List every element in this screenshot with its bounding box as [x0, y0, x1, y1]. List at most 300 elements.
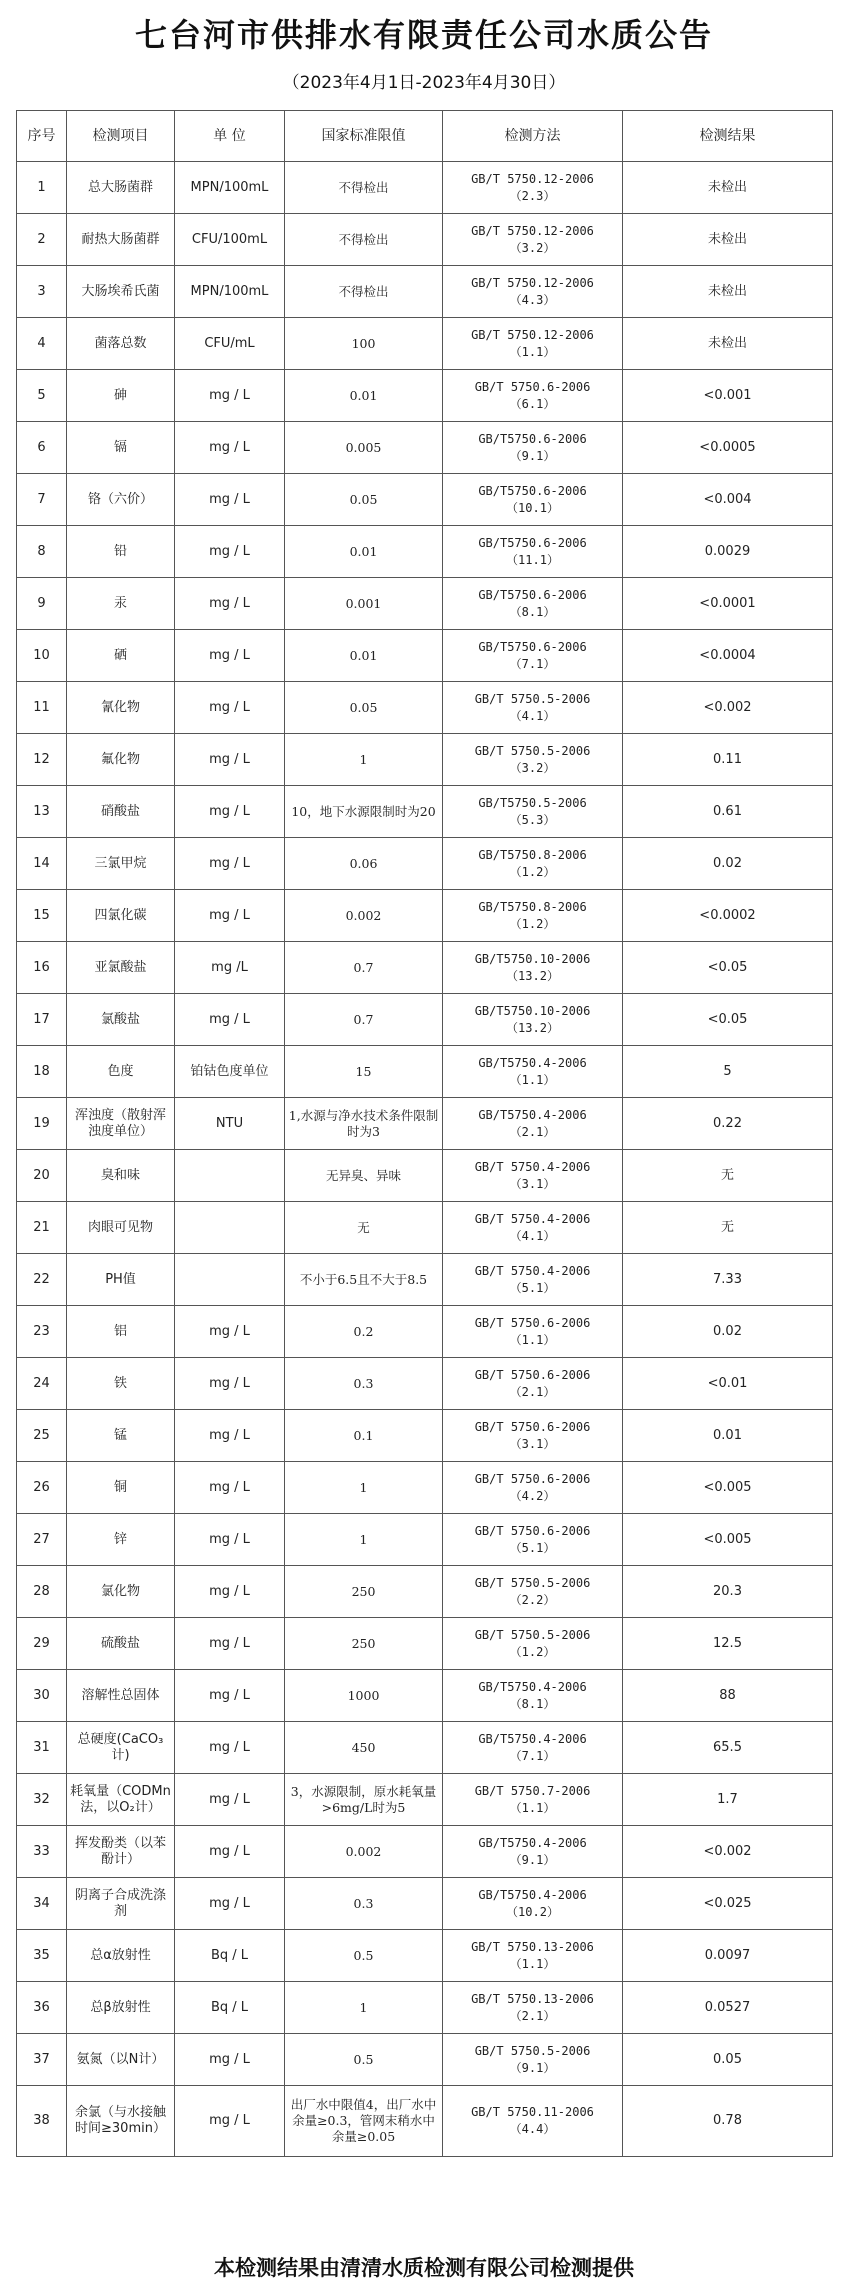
row-limit: 无异臭、异味 [285, 1150, 443, 1202]
table-row [17, 1618, 833, 1670]
water-quality-table [16, 110, 833, 2157]
row-method [443, 1930, 623, 1982]
row-item: PH值 [67, 1254, 175, 1306]
method-clause: （8.1） [509, 604, 556, 619]
method-clause: （5.1） [509, 1280, 556, 1295]
row-unit: mg / L [175, 474, 285, 526]
method-standard: GB/T5750.6-2006 [478, 587, 587, 602]
method-clause: （9.1） [509, 2060, 556, 2075]
row-limit: 0.002 [285, 890, 443, 942]
row-unit: mg / L [175, 1306, 285, 1358]
row-item: 铝 [67, 1306, 175, 1358]
method-standard: GB/T5750.4-2006 [478, 1107, 587, 1122]
row-unit: NTU [175, 1098, 285, 1150]
method-clause: （7.1） [509, 1748, 556, 1763]
method-clause: （4.1） [509, 708, 556, 723]
table-row [17, 162, 833, 214]
row-method [443, 526, 623, 578]
row-item: 四氯化碳 [67, 890, 175, 942]
row-unit: mg / L [175, 682, 285, 734]
table-row [17, 2034, 833, 2086]
table-row [17, 682, 833, 734]
row-method [443, 214, 623, 266]
row-method [443, 1150, 623, 1202]
table-row [17, 1878, 833, 1930]
method-standard: GB/T5750.4-2006 [478, 1679, 587, 1694]
row-result: <0.005 [623, 1514, 833, 1566]
row-result: 0.01 [623, 1410, 833, 1462]
row-unit: mg / L [175, 422, 285, 474]
row-limit: 0.3 [285, 1358, 443, 1410]
row-item: 氰化物 [67, 682, 175, 734]
row-item: 镉 [67, 422, 175, 474]
row-unit: MPN/100mL [175, 162, 285, 214]
row-no: 31 [17, 1722, 67, 1774]
method-standard: GB/T5750.8-2006 [478, 899, 587, 914]
row-result: 0.22 [623, 1098, 833, 1150]
row-item: 锰 [67, 1410, 175, 1462]
method-clause: （8.1） [509, 1696, 556, 1711]
row-result: 0.02 [623, 838, 833, 890]
row-no: 29 [17, 1618, 67, 1670]
table-row [17, 786, 833, 838]
row-limit: 不得检出 [285, 214, 443, 266]
row-result: 12.5 [623, 1618, 833, 1670]
method-clause: （1.2） [509, 1644, 556, 1659]
row-limit: 0.7 [285, 942, 443, 994]
method-clause: （4.3） [509, 292, 556, 307]
row-limit: 1 [285, 1514, 443, 1566]
method-standard: GB/T 5750.4-2006 [474, 1159, 591, 1174]
row-limit: 不得检出 [285, 162, 443, 214]
row-result: 未检出 [623, 266, 833, 318]
row-unit: Bq / L [175, 1982, 285, 2034]
row-no: 25 [17, 1410, 67, 1462]
method-standard: GB/T 5750.13-2006 [471, 1939, 594, 1954]
row-limit: 3，水源限制，原水耗氧量>6mg/L时为5 [285, 1774, 443, 1826]
row-method [443, 1202, 623, 1254]
row-result: <0.0002 [623, 890, 833, 942]
method-clause: （4.2） [509, 1488, 556, 1503]
row-unit: mg / L [175, 526, 285, 578]
method-standard: GB/T 5750.6-2006 [474, 1471, 591, 1486]
row-method [443, 266, 623, 318]
row-result: 88 [623, 1670, 833, 1722]
row-method [443, 1514, 623, 1566]
method-clause: （2.2） [509, 1592, 556, 1607]
row-item: 三氯甲烷 [67, 838, 175, 890]
row-item: 色度 [67, 1046, 175, 1098]
method-standard: GB/T5750.10-2006 [474, 1003, 591, 1018]
row-no: 26 [17, 1462, 67, 1514]
row-item: 菌落总数 [67, 318, 175, 370]
row-no: 21 [17, 1202, 67, 1254]
row-no: 13 [17, 786, 67, 838]
method-standard: GB/T 5750.5-2006 [474, 2043, 591, 2058]
method-standard: GB/T 5750.11-2006 [471, 2105, 594, 2119]
row-limit: 1 [285, 1462, 443, 1514]
table-row [17, 1098, 833, 1150]
table-row [17, 994, 833, 1046]
method-standard: GB/T 5750.6-2006 [474, 1419, 591, 1434]
row-no: 24 [17, 1358, 67, 1410]
method-clause: （10.2） [506, 1904, 559, 1919]
method-clause: （1.1） [509, 1332, 556, 1347]
method-clause: （3.1） [509, 1176, 556, 1191]
row-no: 7 [17, 474, 67, 526]
row-result: <0.05 [623, 994, 833, 1046]
row-unit: mg / L [175, 1670, 285, 1722]
table-row [17, 2086, 833, 2157]
row-unit [175, 1150, 285, 1202]
row-item: 耐热大肠菌群 [67, 214, 175, 266]
method-clause: （2.1） [509, 2008, 556, 2023]
row-result: 1.7 [623, 1774, 833, 1826]
row-item: 耗氧量（CODMn法，以O₂计） [67, 1774, 175, 1826]
method-standard: GB/T5750.4-2006 [478, 1887, 587, 1902]
row-no: 22 [17, 1254, 67, 1306]
row-item: 总大肠菌群 [67, 162, 175, 214]
row-unit: mg / L [175, 1514, 285, 1566]
row-limit: 0.01 [285, 526, 443, 578]
row-result: 65.5 [623, 1722, 833, 1774]
method-standard: GB/T 5750.6-2006 [474, 1367, 591, 1382]
row-no: 35 [17, 1930, 67, 1982]
row-result: <0.002 [623, 682, 833, 734]
row-unit: mg / L [175, 1358, 285, 1410]
row-limit: 1 [285, 1982, 443, 2034]
row-unit: mg / L [175, 838, 285, 890]
row-no: 30 [17, 1670, 67, 1722]
row-result: <0.004 [623, 474, 833, 526]
row-limit: 250 [285, 1566, 443, 1618]
method-clause: （2.3） [509, 188, 556, 203]
row-method [443, 1098, 623, 1150]
method-clause: （9.1） [509, 1852, 556, 1867]
table-row [17, 1722, 833, 1774]
row-method [443, 578, 623, 630]
row-result: 0.05 [623, 2034, 833, 2086]
row-result: <0.025 [623, 1878, 833, 1930]
table-row [17, 1358, 833, 1410]
row-item: 铅 [67, 526, 175, 578]
row-unit: mg / L [175, 370, 285, 422]
row-method [443, 942, 623, 994]
table-row [17, 526, 833, 578]
row-result: 0.78 [623, 2086, 833, 2157]
row-no: 6 [17, 422, 67, 474]
row-no: 14 [17, 838, 67, 890]
table-row [17, 1930, 833, 1982]
method-clause: （9.1） [509, 448, 556, 463]
method-standard: GB/T 5750.4-2006 [474, 1211, 591, 1226]
method-clause: （3.2） [509, 760, 556, 775]
row-no: 15 [17, 890, 67, 942]
row-no: 33 [17, 1826, 67, 1878]
row-no: 38 [17, 2086, 67, 2157]
row-method [443, 162, 623, 214]
row-no: 27 [17, 1514, 67, 1566]
row-no: 8 [17, 526, 67, 578]
row-item: 氯酸盐 [67, 994, 175, 1046]
row-result: 未检出 [623, 318, 833, 370]
row-limit: 450 [285, 1722, 443, 1774]
row-method [443, 318, 623, 370]
row-result: 7.33 [623, 1254, 833, 1306]
row-no: 9 [17, 578, 67, 630]
row-result: 无 [623, 1202, 833, 1254]
row-unit: mg / L [175, 1566, 285, 1618]
row-method [443, 422, 623, 474]
table-body [17, 162, 833, 2157]
row-method [443, 474, 623, 526]
row-result: 0.11 [623, 734, 833, 786]
row-method [443, 1566, 623, 1618]
row-method [443, 1722, 623, 1774]
row-limit: 不得检出 [285, 266, 443, 318]
method-clause: （3.2） [509, 240, 556, 255]
row-unit: mg / L [175, 2086, 285, 2157]
row-result: 0.0029 [623, 526, 833, 578]
header-result: 检测结果 [623, 111, 833, 162]
row-no: 20 [17, 1150, 67, 1202]
row-method [443, 1410, 623, 1462]
row-unit: mg / L [175, 630, 285, 682]
table-row [17, 1150, 833, 1202]
method-standard: GB/T5750.8-2006 [478, 847, 587, 862]
row-limit: 15 [285, 1046, 443, 1098]
row-item: 大肠埃希氏菌 [67, 266, 175, 318]
table-row [17, 1462, 833, 1514]
row-result: 20.3 [623, 1566, 833, 1618]
row-unit: mg / L [175, 1774, 285, 1826]
row-no: 5 [17, 370, 67, 422]
row-limit: 不小于6.5且不大于8.5 [285, 1254, 443, 1306]
method-clause: （5.1） [509, 1540, 556, 1555]
header-method: 检测方法 [443, 111, 623, 162]
row-unit: mg / L [175, 890, 285, 942]
table-row [17, 1202, 833, 1254]
page-title: 七台河市供排水有限责任公司水质公告 [134, 16, 713, 54]
row-limit: 0.01 [285, 630, 443, 682]
row-unit: mg / L [175, 578, 285, 630]
header-no: 序号 [17, 111, 67, 162]
row-unit [175, 1254, 285, 1306]
method-clause: （2.1） [509, 1384, 556, 1399]
row-method [443, 1878, 623, 1930]
method-standard: GB/T 5750.5-2006 [474, 743, 591, 758]
table-row [17, 890, 833, 942]
method-standard: GB/T 5750.5-2006 [474, 1627, 591, 1642]
method-clause: （1.1） [509, 1800, 556, 1815]
row-method [443, 1306, 623, 1358]
row-no: 16 [17, 942, 67, 994]
table-row [17, 1826, 833, 1878]
row-unit: CFU/mL [175, 318, 285, 370]
table-row [17, 734, 833, 786]
row-unit: Bq / L [175, 1930, 285, 1982]
row-limit: 0.7 [285, 994, 443, 1046]
row-limit: 无 [285, 1202, 443, 1254]
row-item: 铬（六价） [67, 474, 175, 526]
row-item: 硝酸盐 [67, 786, 175, 838]
row-unit: MPN/100mL [175, 266, 285, 318]
row-result: <0.001 [623, 370, 833, 422]
row-item: 臭和味 [67, 1150, 175, 1202]
row-unit: mg / L [175, 1826, 285, 1878]
row-limit: 1 [285, 734, 443, 786]
row-limit: 0.01 [285, 370, 443, 422]
row-result: <0.05 [623, 942, 833, 994]
row-limit: 0.3 [285, 1878, 443, 1930]
header-item: 检测项目 [67, 111, 175, 162]
row-result: 未检出 [623, 162, 833, 214]
method-clause: （1.1） [509, 1956, 556, 1971]
method-clause: （4.4） [509, 2122, 556, 2136]
row-result: 0.0097 [623, 1930, 833, 1982]
row-no: 1 [17, 162, 67, 214]
method-clause: （3.1） [509, 1436, 556, 1451]
table-row [17, 422, 833, 474]
method-standard: GB/T 5750.6-2006 [474, 1315, 591, 1330]
header-limit: 国家标准限值 [285, 111, 443, 162]
table-row [17, 942, 833, 994]
method-clause: （10.1） [506, 500, 559, 515]
method-standard: GB/T 5750.12-2006 [471, 223, 594, 238]
row-limit: 0.5 [285, 1930, 443, 1982]
row-no: 17 [17, 994, 67, 1046]
table-row [17, 370, 833, 422]
report-period: （2023年4月1日-2023年4月30日） [282, 73, 566, 93]
row-result: <0.005 [623, 1462, 833, 1514]
row-unit: mg / L [175, 786, 285, 838]
method-clause: （13.2） [506, 1020, 559, 1035]
row-limit: 0.2 [285, 1306, 443, 1358]
row-item: 砷 [67, 370, 175, 422]
method-standard: GB/T 5750.5-2006 [474, 1575, 591, 1590]
row-result: 0.0527 [623, 1982, 833, 2034]
table-row [17, 1514, 833, 1566]
row-unit: mg / L [175, 994, 285, 1046]
row-method [443, 734, 623, 786]
row-no: 37 [17, 2034, 67, 2086]
footer-note: 本检测结果由清清水质检测有限公司检测提供 [214, 2256, 634, 2280]
row-result: <0.0001 [623, 578, 833, 630]
row-result: 无 [623, 1150, 833, 1202]
row-unit [175, 1202, 285, 1254]
row-no: 34 [17, 1878, 67, 1930]
table-row [17, 1670, 833, 1722]
row-method [443, 2034, 623, 2086]
method-standard: GB/T5750.6-2006 [478, 431, 587, 446]
row-no: 3 [17, 266, 67, 318]
row-limit: 0.005 [285, 422, 443, 474]
method-standard: GB/T5750.10-2006 [474, 951, 591, 966]
row-method [443, 786, 623, 838]
row-item: 总硬度(CaCO₃计) [67, 1722, 175, 1774]
row-limit: 10，地下水源限制时为20 [285, 786, 443, 838]
row-method [443, 1618, 623, 1670]
method-standard: GB/T 5750.13-2006 [471, 1991, 594, 2006]
method-clause: （13.2） [506, 968, 559, 983]
row-limit: 出厂水中限值4，出厂水中余量≥0.3，管网末稍水中余量≥0.05 [285, 2086, 443, 2157]
row-limit: 0.05 [285, 474, 443, 526]
method-standard: GB/T5750.6-2006 [478, 639, 587, 654]
row-method [443, 1046, 623, 1098]
row-result: <0.0005 [623, 422, 833, 474]
row-limit: 0.05 [285, 682, 443, 734]
row-result: 0.02 [623, 1306, 833, 1358]
row-method [443, 1670, 623, 1722]
table-row [17, 266, 833, 318]
row-method [443, 994, 623, 1046]
row-limit: 250 [285, 1618, 443, 1670]
row-unit: mg / L [175, 734, 285, 786]
row-unit: mg / L [175, 1878, 285, 1930]
row-result: 未检出 [623, 214, 833, 266]
row-limit: 0.001 [285, 578, 443, 630]
row-method [443, 1774, 623, 1826]
row-item: 余氯（与水接触时间≥30min） [67, 2086, 175, 2157]
table-row [17, 318, 833, 370]
row-item: 锌 [67, 1514, 175, 1566]
row-result: 0.61 [623, 786, 833, 838]
table-row [17, 630, 833, 682]
method-clause: （5.3） [509, 812, 556, 827]
header-unit: 单 位 [175, 111, 285, 162]
table-row [17, 1306, 833, 1358]
method-clause: （11.1） [506, 552, 559, 567]
table-row [17, 578, 833, 630]
row-limit: 100 [285, 318, 443, 370]
row-unit: mg / L [175, 1410, 285, 1462]
method-clause: （6.1） [509, 396, 556, 411]
row-no: 12 [17, 734, 67, 786]
row-item: 亚氯酸盐 [67, 942, 175, 994]
row-result: <0.01 [623, 1358, 833, 1410]
method-standard: GB/T 5750.12-2006 [471, 275, 594, 290]
method-clause: （1.2） [509, 916, 556, 931]
method-standard: GB/T 5750.6-2006 [474, 1523, 591, 1538]
row-method [443, 890, 623, 942]
row-method [443, 1826, 623, 1878]
table-row [17, 1566, 833, 1618]
row-limit: 0.002 [285, 1826, 443, 1878]
row-no: 18 [17, 1046, 67, 1098]
row-no: 23 [17, 1306, 67, 1358]
row-method [443, 1462, 623, 1514]
method-standard: GB/T5750.4-2006 [478, 1055, 587, 1070]
row-limit: 0.5 [285, 2034, 443, 2086]
row-item: 汞 [67, 578, 175, 630]
row-item: 铜 [67, 1462, 175, 1514]
row-result: <0.0004 [623, 630, 833, 682]
row-method [443, 2086, 623, 2157]
row-method [443, 630, 623, 682]
row-result: <0.002 [623, 1826, 833, 1878]
method-standard: GB/T 5750.12-2006 [471, 327, 594, 342]
row-item: 氨氮（以N计） [67, 2034, 175, 2086]
method-clause: （1.2） [509, 864, 556, 879]
row-no: 36 [17, 1982, 67, 2034]
table-row [17, 1410, 833, 1462]
row-no: 4 [17, 318, 67, 370]
table-header-row [17, 111, 833, 162]
table-row [17, 1046, 833, 1098]
method-clause: （2.1） [509, 1124, 556, 1139]
row-unit: mg / L [175, 2034, 285, 2086]
row-item: 阴离子合成洗涤剂 [67, 1878, 175, 1930]
